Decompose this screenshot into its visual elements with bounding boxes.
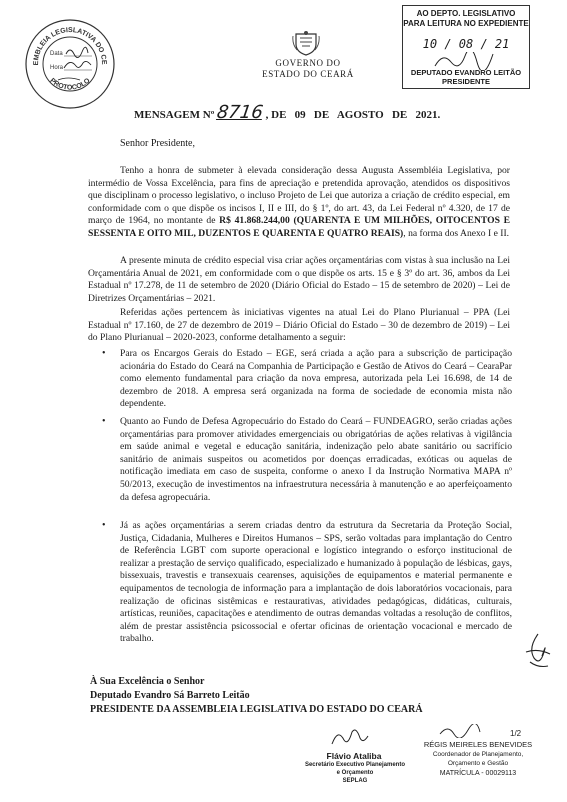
coat-of-arms-icon	[292, 30, 320, 56]
paragraph-1-amount: R$ 41.868.244,00 (QUARENTA E UM MILHÕES, OITOCENTOS E SESSENTA E OITO MIL, DUZENTOS E QUARENTA E QUATRO REAIS)	[88, 215, 510, 239]
header-line2: ESTADO DO CEARÁ	[262, 69, 354, 79]
stamp-ring-text: EMBLEIA LEGISLATIVA DO CE	[32, 26, 108, 66]
signature-right-role3: MATRÍCULA - 00029113	[439, 770, 517, 777]
bullet-2: Quanto ao Fundo de Defesa Agropecuário do Estado do Ceará – FUNDEAGRO, serão criadas ações orçamentárias para promover atividades emergenciais ou obrigatórias de ações relativas à vigilância em saúde animal e vegetal e educação sanitária, indenização pelo abate sanitário ou sacrifício sanitário de animais suspeitos ou acometidos por doenças erradicadas, exóticas ou aquelas de notificação imediata em caso de suspeita, conforme o anexo I da Instrução Normativa MAPA nº 50/2013, execução de investimentos na infraestrutura necessária à manutenção e ao aperfeiçoamento da defesa agropecuária.	[120, 416, 512, 503]
signature-left-role3: SEPLAG	[342, 778, 368, 784]
protocol-stamp-graphic	[24, 18, 116, 110]
bullet-2-marker: •	[102, 416, 106, 427]
mensagem-date: , DE 09 DE AGOSTO DE 2021.	[265, 109, 441, 121]
bullet-1: Para os Encargos Gerais do Estado – EGE, será criada a ação para a subscrição de participação acionária do Estado do Ceará na Companhia de Participação e Gestão de Ativos do Ceará – CearaPar como elemento fundamental para criação da nova empresa, autorizada pela Lei 16.698, de 14 de dezembro de 2018. A empresa será organizada na forma de sociedade de economia mista não dependente.	[120, 348, 512, 410]
paragraph-1-text: Tenho a honra de submeter à elevada consideração dessa Augusta Assembléia Legislativa, por intermédio de Vossa Excelência, para fins de apreciação e pretendida aprovação, atendidos os dispositivos que disciplinam o processo legislativo, o incluso Projeto de Lei que autoriza a criação de crédito especial, em conformidade com o que dispõe os incisos I, II e III, do § 1º, do art. 43, da Lei Federal nº 4.320, de 17 de março de 1964, no montante de	[88, 165, 510, 227]
signature-right-role1: Coordenador de Planejamento,	[432, 751, 524, 758]
signature-left-name: Flávio Ataliba	[326, 751, 382, 761]
header-line1: GOVERNO DO	[275, 58, 341, 68]
mensagem-number: 8716	[215, 102, 265, 123]
signature-right-name: RÉGIS MEIRELES BENEVIDES	[423, 740, 533, 749]
paragraph-3: Referidas ações pertencem às iniciativas vigentes na atual Lei do Plano Plurianual – PPA (Lei Estadual nº 17.160, de 27 de dezembro de 2019 – Diário Oficial do Estado – 30 de dezembro de 2019) – Lei do Plano Plurianual – 2020-2023, conforme detalhamento a seguir:	[88, 307, 510, 344]
stamp-bottom-text: PROTOCOLO	[48, 77, 92, 92]
signature-left-scribble	[330, 726, 370, 748]
reading-stamp-line1: AO DEPTO. LEGISLATIVO	[416, 9, 516, 18]
signature-right-scribble	[438, 724, 482, 738]
bullet-3: Já as ações orçamentárias a serem criadas dentro da estrutura da Secretaria da Proteção Social, Justiça, Cidadania, Mulheres e Direitos Humanos – SPS, serão voltadas para implantação do Centro de Referência LGBT com suporte operacional e logístico integrando o esforço institucional de realizar a prestação de serviço qualificado, especializado e humanizado à população de lésbicas, gays, bissexuais, travestis e transexuais cearenses, aquisições de equipamentos e material permanente e equipamentos de tecnologia de informação para a implantação de dois laboratórios vocacionais, para realização de oficinas sistêmicas e restaurativas, atividades pedagógicas, didáticas, culturais, artísticas, reuniões, capacitações e atendimento de outras demandas voltadas a resolução de conflitos, além de prestar assistência psicossocial e ofertar oficinas de orientação vocacional e mercado de trabalho.	[120, 520, 512, 645]
reading-stamp-date: 10 / 08 / 21	[422, 37, 510, 51]
bullet-1-marker: •	[102, 348, 106, 359]
signature-left-role2: e Orçamento	[336, 770, 374, 776]
protocol-stamp	[24, 18, 116, 110]
paragraph-1-end: , na forma dos Anexo I e II.	[403, 227, 510, 239]
reading-stamp-line4: DEPUTADO EVANDRO LEITÃO	[410, 68, 522, 77]
signature-right-role2: Orçamento e Gestão	[447, 760, 509, 767]
stamp-date-label: Data	[50, 51, 63, 57]
reading-stamp-line5: PRESIDENTE	[442, 77, 490, 86]
reading-stamp	[402, 5, 530, 89]
margin-signature	[520, 632, 554, 672]
signature-left-role1: Secretário Executivo Planejamento	[304, 762, 406, 768]
addressee-line2: Deputado Evandro Sá Barreto Leitão	[90, 690, 250, 701]
page-number: 1/2	[510, 729, 522, 738]
paragraph-2: A presente minuta de crédito especial visa criar ações orçamentárias com vistas à sua inclusão na Lei Orçamentária Anual de 2021, em conformidade com o que dispõe os arts. 15 e § 3º do art. 36, ambos da Lei Estadual nº 17.278, de 11 de setembro de 2020 (Diário Oficial do Estado – 15 de setembro de 2020) – Lei de Diretrizes Orçamentárias – 2021.	[88, 255, 510, 304]
addressee-line1: À Sua Excelência o Senhor	[90, 676, 205, 687]
stamp-time-label: Hora	[50, 65, 64, 71]
addressee-line3: PRESIDENTE DA ASSEMBLEIA LEGISLATIVA DO ESTADO DO CEARÁ	[90, 704, 423, 715]
bullet-3-marker: •	[102, 520, 106, 531]
reading-stamp-line2: PARA LEITURA NO EXPEDIENTE	[403, 19, 529, 28]
mensagem-line	[134, 102, 534, 123]
paragraph-1	[88, 165, 510, 241]
salutation: Senhor Presidente,	[120, 138, 195, 149]
mensagem-label: MENSAGEM Nº	[134, 109, 215, 121]
